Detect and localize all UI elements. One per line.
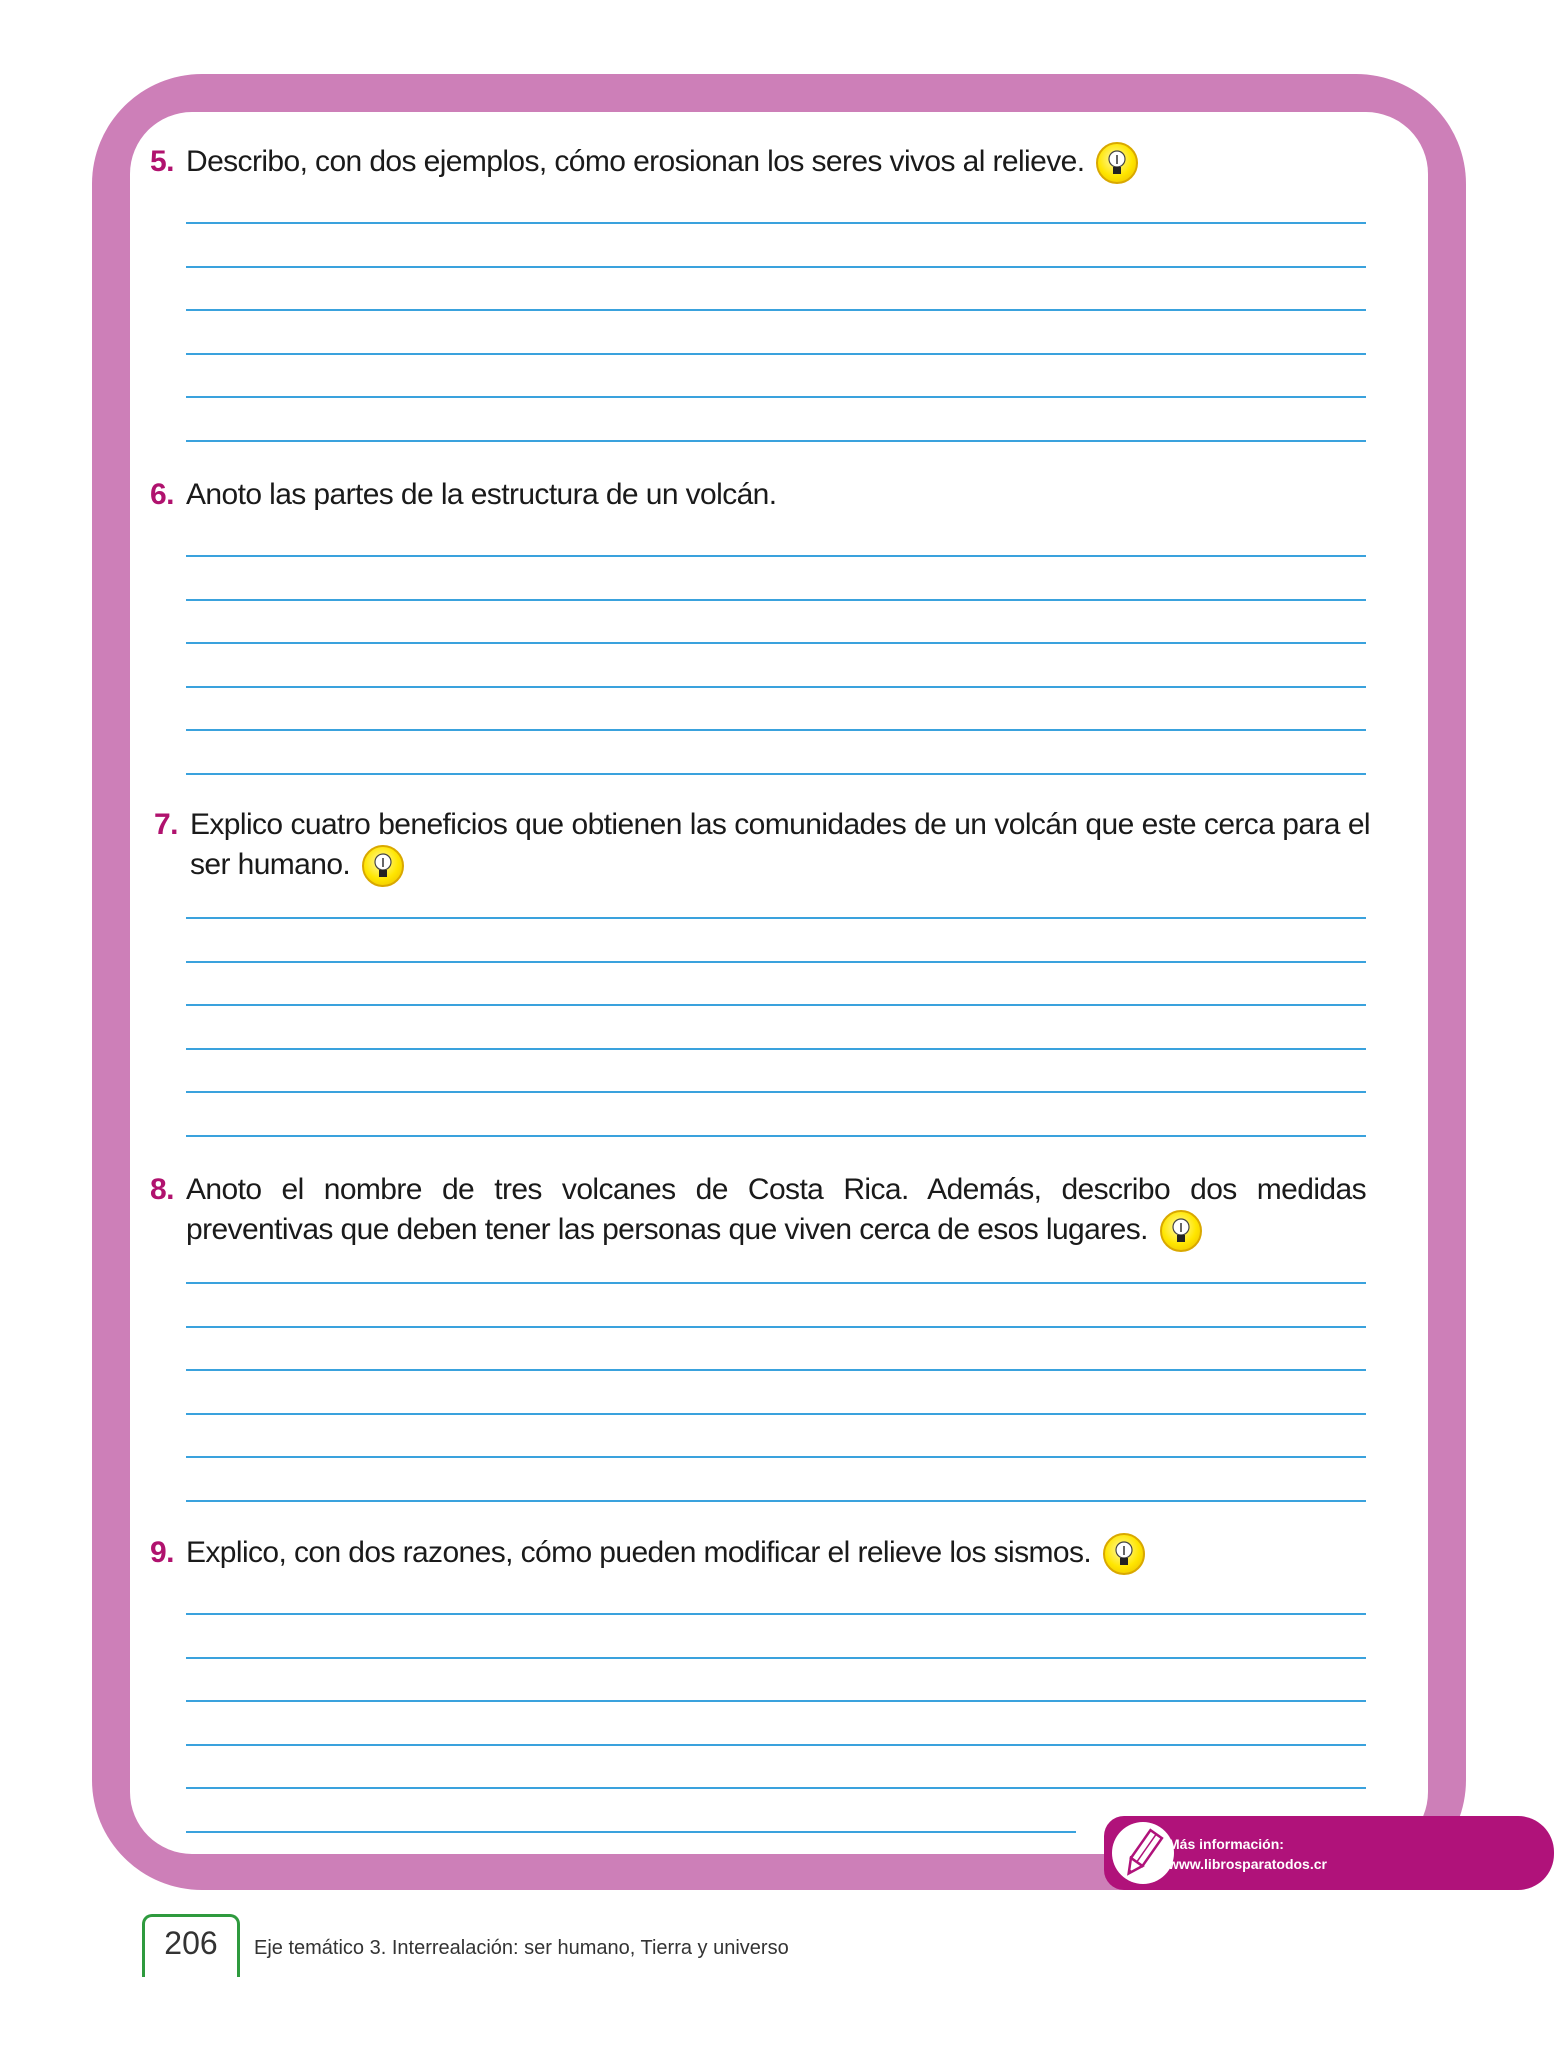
answer-line[interactable]: [186, 686, 1366, 688]
answer-line[interactable]: [186, 1657, 1366, 1659]
question-prompt: Explico cuatro beneficios que obtienen las comunidades de un volcán que este cerca para el ser humano.: [190, 808, 1370, 881]
question-text: [154, 805, 1370, 887]
more-info-link[interactable]: www.librosparatodos.cr: [1168, 1856, 1327, 1872]
question-text: [150, 1170, 1366, 1252]
answer-line[interactable]: [186, 1744, 1366, 1746]
answer-line[interactable]: [186, 773, 1366, 775]
lightbulb-icon: [362, 845, 404, 887]
more-info-badge[interactable]: [1104, 1816, 1554, 1890]
answer-line[interactable]: [186, 1004, 1366, 1006]
question-prompt: Describo, con dos ejemplos, cómo erosionan los seres vivos al relieve.: [186, 145, 1085, 178]
question-text: [150, 1533, 1436, 1575]
pencil-icon: [1112, 1822, 1174, 1884]
page-number: 206: [164, 1925, 218, 1961]
answer-line[interactable]: [186, 309, 1366, 311]
answer-line[interactable]: [186, 555, 1366, 557]
question-number: 7.: [154, 808, 178, 841]
answer-line[interactable]: [186, 642, 1366, 644]
lightbulb-icon: [1096, 142, 1138, 184]
answer-line[interactable]: [186, 222, 1366, 224]
answer-line[interactable]: [186, 1613, 1366, 1615]
answer-line[interactable]: [186, 266, 1366, 268]
answer-line[interactable]: [186, 961, 1366, 963]
answer-line[interactable]: [186, 599, 1366, 601]
question-text: [150, 475, 1436, 515]
question-number: 9.: [150, 1536, 174, 1569]
answer-line[interactable]: [186, 917, 1366, 919]
answer-line[interactable]: [186, 440, 1366, 442]
answer-line[interactable]: [186, 1135, 1366, 1137]
answer-line[interactable]: [186, 396, 1366, 398]
question-text: [150, 142, 1436, 184]
footer-section-title: Eje temático 3. Interrealación: ser humano, Tierra y universo: [254, 1937, 789, 1959]
question-number: 6.: [150, 478, 174, 511]
answer-line[interactable]: [186, 1326, 1366, 1328]
answer-line[interactable]: [186, 1282, 1366, 1284]
answer-line[interactable]: [186, 1369, 1366, 1371]
question-number: 5.: [150, 145, 174, 178]
answer-line[interactable]: [186, 729, 1366, 731]
answer-line[interactable]: [186, 353, 1366, 355]
answer-line[interactable]: [186, 1091, 1366, 1093]
page-number-box: [142, 1914, 240, 1977]
question-prompt: Explico, con dos razones, cómo pueden modificar el relieve los sismos.: [186, 1536, 1092, 1569]
worksheet-area: [130, 112, 1428, 1854]
more-info-label: Más información:: [1168, 1836, 1284, 1852]
lightbulb-icon: [1160, 1210, 1202, 1252]
question-number: 8.: [150, 1173, 174, 1206]
answer-line[interactable]: [186, 1700, 1366, 1702]
answer-line[interactable]: [186, 1500, 1366, 1502]
lightbulb-icon: [1103, 1533, 1145, 1575]
answer-line[interactable]: [186, 1413, 1366, 1415]
answer-line[interactable]: [186, 1048, 1366, 1050]
answer-line[interactable]: [186, 1787, 1366, 1789]
answer-line[interactable]: [186, 1456, 1366, 1458]
answer-line[interactable]: [186, 1831, 1076, 1833]
page-frame: [92, 74, 1466, 1890]
question-prompt: Anoto el nombre de tres volcanes de Costa Rica. Además, describo dos medidas preventivas que deben tener las personas que viven cerca de esos lugares.: [186, 1173, 1366, 1246]
question-prompt: Anoto las partes de la estructura de un volcán.: [186, 478, 777, 511]
